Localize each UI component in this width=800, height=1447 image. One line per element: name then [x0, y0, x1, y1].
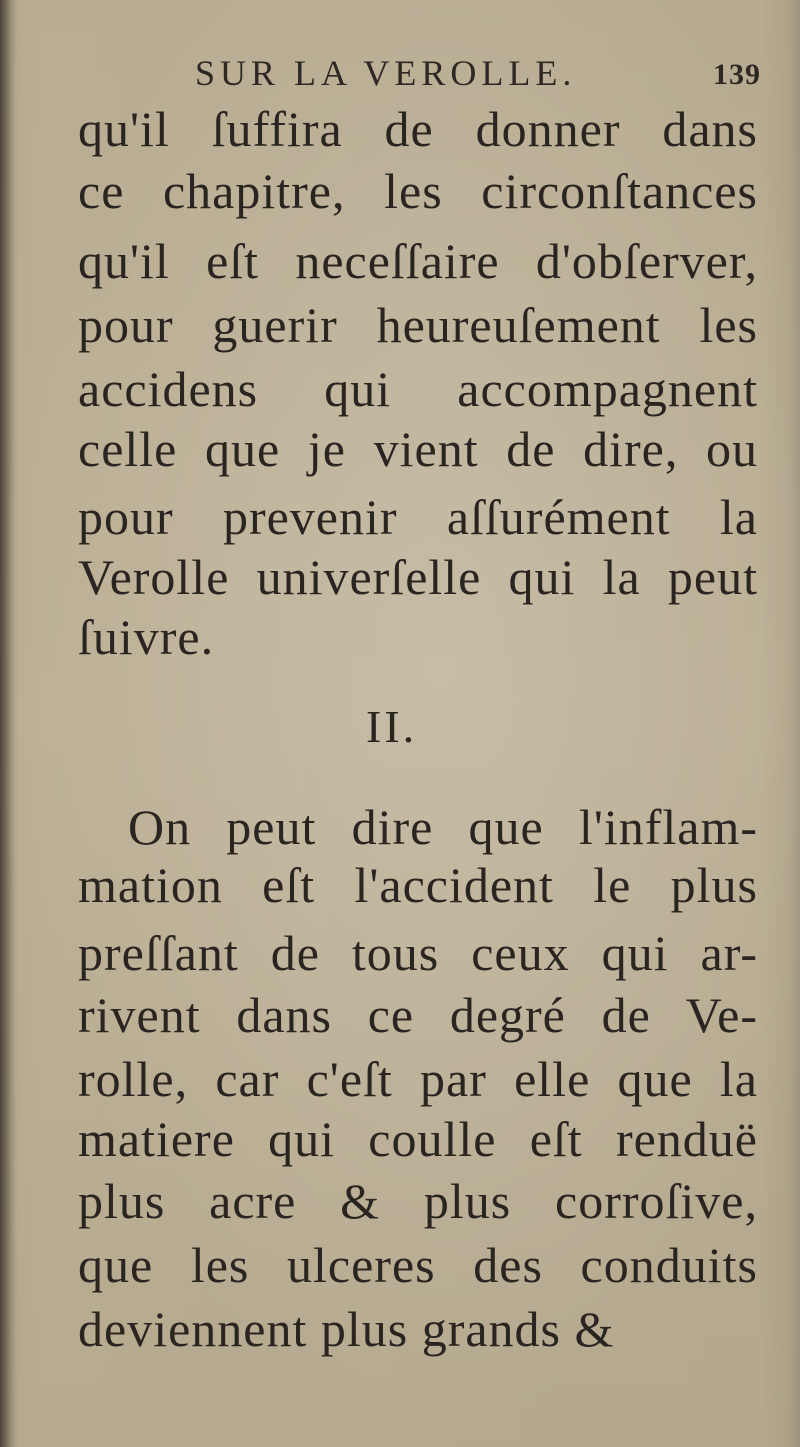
text-line: On peut dire que l'inflam- — [128, 799, 758, 855]
running-head-title: SUR LA VEROLLE. — [195, 53, 577, 93]
text-line: que les ulceres des conduits — [78, 1237, 758, 1293]
text-line: accidens qui accompagnent — [78, 361, 758, 417]
text-line: qu'il ſuffira de donner dans — [78, 101, 758, 157]
binding-gutter-shadow — [0, 0, 18, 1447]
text-line: preſſant de tous ceux qui ar- — [78, 925, 758, 981]
text-line: matiere qui coulle eſt renduë — [78, 1111, 758, 1167]
text-line: deviennent plus grands & — [78, 1301, 615, 1357]
text-line: Verolle univerſelle qui la peut — [78, 549, 758, 605]
text-line: rolle, car c'eſt par elle que la — [78, 1051, 758, 1107]
text-line: plus acre & plus corroſive, — [78, 1173, 758, 1229]
section-heading: II. — [366, 701, 418, 752]
text-line: mation eſt l'accident le plus — [78, 857, 758, 913]
page-number: 139 — [713, 58, 761, 91]
text-line: qu'il eſt neceſſaire d'obſerver, — [78, 233, 758, 289]
text-line: ſuivre. — [78, 609, 215, 665]
text-line: rivent dans ce degré de Ve- — [78, 987, 758, 1043]
text-line: ce chapitre, les circonſtances — [78, 163, 758, 219]
text-line: pour guerir heureuſement les — [78, 297, 758, 353]
text-line: celle que je vient de dire, ou — [78, 421, 758, 477]
text-line: pour prevenir aſſurément la — [78, 489, 758, 545]
